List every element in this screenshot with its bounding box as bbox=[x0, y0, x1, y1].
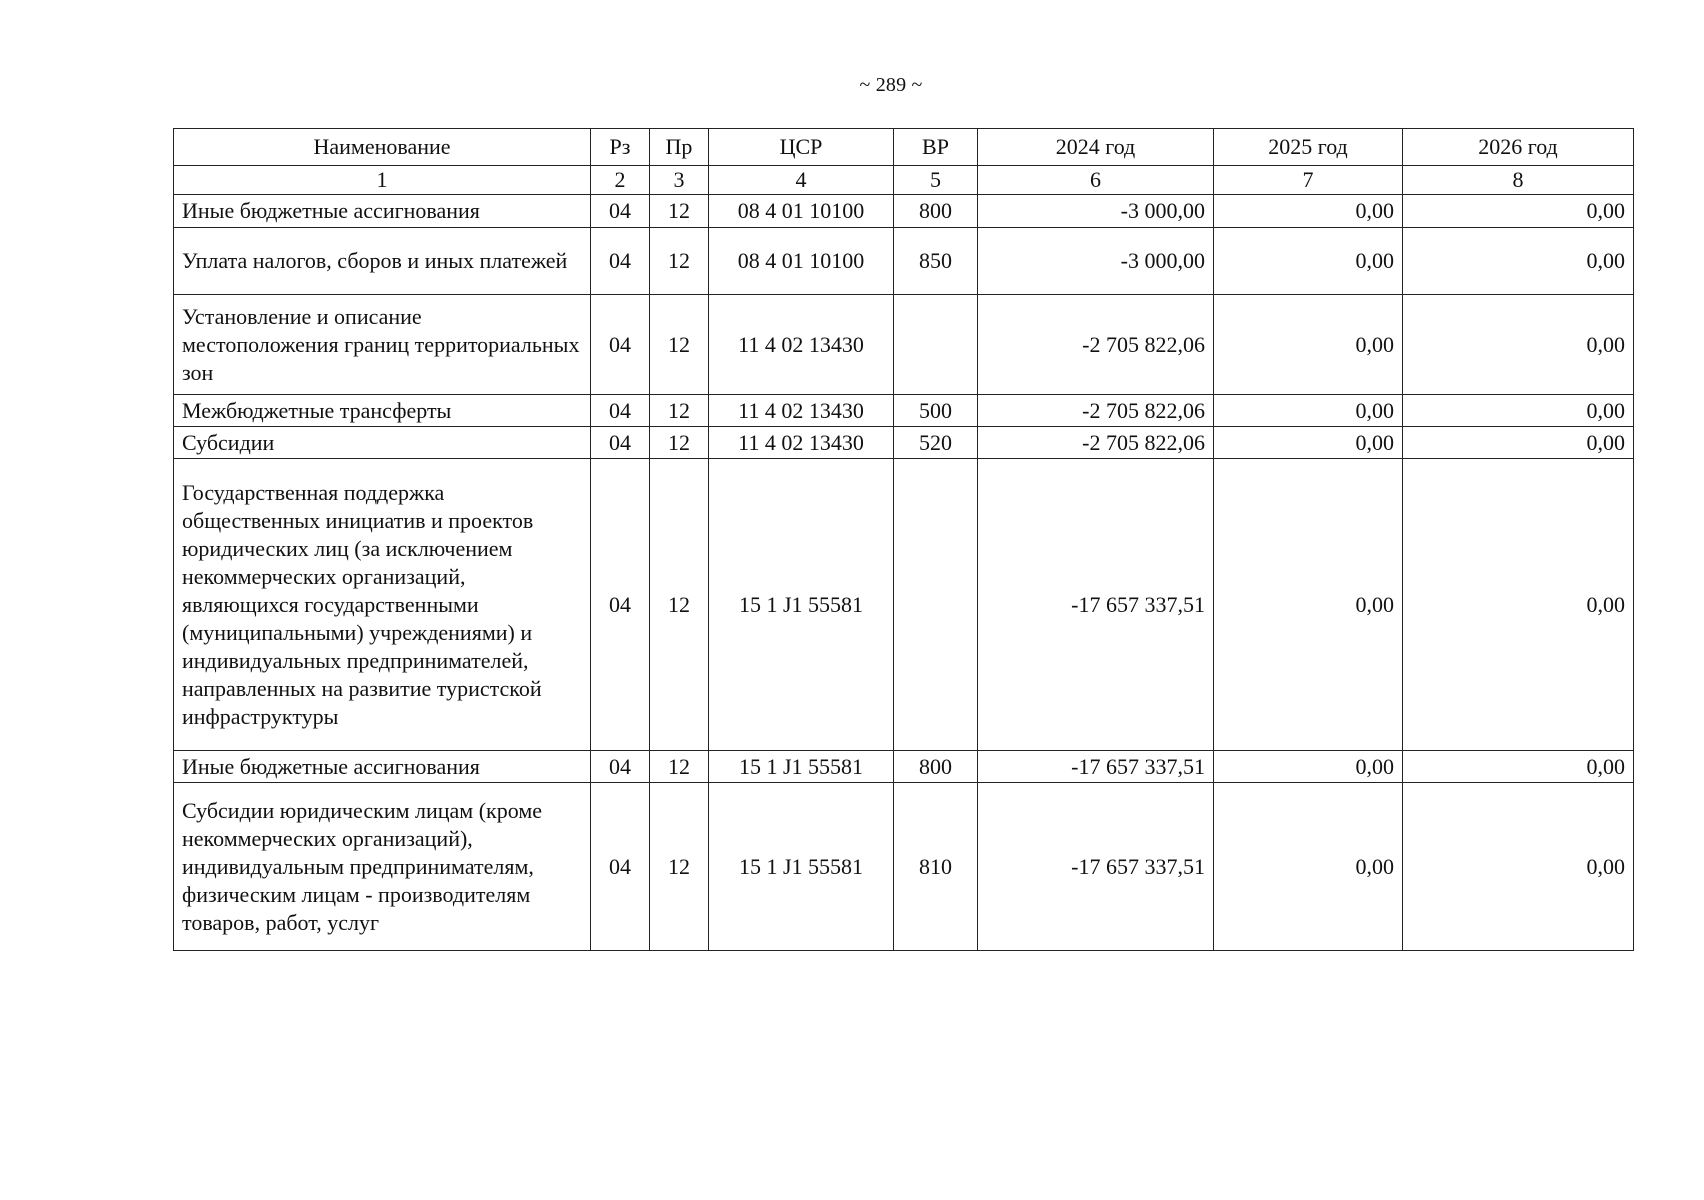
row-amount-2025: 0,00 bbox=[1214, 751, 1403, 783]
header-2024: 2024 год bbox=[978, 129, 1214, 166]
row-amount-2025: 0,00 bbox=[1214, 395, 1403, 427]
row-amount-2024: -3 000,00 bbox=[978, 195, 1214, 228]
row-amount-2024: -3 000,00 bbox=[978, 228, 1214, 295]
column-number: 7 bbox=[1214, 166, 1403, 195]
row-amount-2026: 0,00 bbox=[1403, 459, 1634, 751]
row-rz: 04 bbox=[591, 783, 650, 951]
row-amount-2026: 0,00 bbox=[1403, 295, 1634, 395]
header-row bbox=[174, 129, 1634, 166]
row-name: Установление и описание местоположения границ территориальных зон bbox=[174, 295, 591, 395]
row-amount-2025: 0,00 bbox=[1214, 427, 1403, 459]
table-row bbox=[174, 195, 1634, 228]
row-pr: 12 bbox=[650, 295, 709, 395]
row-rz: 04 bbox=[591, 751, 650, 783]
row-amount-2026: 0,00 bbox=[1403, 395, 1634, 427]
row-amount-2026: 0,00 bbox=[1403, 195, 1634, 228]
row-name: Иные бюджетные ассигнования bbox=[174, 751, 591, 783]
row-pr: 12 bbox=[650, 427, 709, 459]
header-name: Наименование bbox=[174, 129, 591, 166]
row-pr: 12 bbox=[650, 459, 709, 751]
row-vr: 800 bbox=[894, 195, 978, 228]
table-row bbox=[174, 783, 1634, 951]
row-csr: 08 4 01 10100 bbox=[709, 228, 894, 295]
row-amount-2024: -2 705 822,06 bbox=[978, 395, 1214, 427]
table-row bbox=[174, 228, 1634, 295]
header-rz: Рз bbox=[591, 129, 650, 166]
row-csr: 11 4 02 13430 bbox=[709, 395, 894, 427]
row-name: Государственная поддержка общественных инициатив и проектов юридических лиц (за исключением некоммерческих организаций, являющихся государственными (муниципальными) учреждениями) и индивидуальных предпринимателей, направленных на развитие туристской инфраструктуры bbox=[174, 459, 591, 751]
row-vr: 520 bbox=[894, 427, 978, 459]
column-number: 4 bbox=[709, 166, 894, 195]
header-2026: 2026 год bbox=[1403, 129, 1634, 166]
row-amount-2024: -17 657 337,51 bbox=[978, 751, 1214, 783]
row-rz: 04 bbox=[591, 427, 650, 459]
row-amount-2025: 0,00 bbox=[1214, 295, 1403, 395]
column-number: 1 bbox=[174, 166, 591, 195]
row-vr: 800 bbox=[894, 751, 978, 783]
row-rz: 04 bbox=[591, 459, 650, 751]
column-number: 3 bbox=[650, 166, 709, 195]
page-number: ~ 289 ~ bbox=[859, 74, 923, 96]
row-csr: 15 1 J1 55581 bbox=[709, 783, 894, 951]
row-rz: 04 bbox=[591, 228, 650, 295]
row-csr: 15 1 J1 55581 bbox=[709, 751, 894, 783]
row-pr: 12 bbox=[650, 783, 709, 951]
row-name: Субсидии юридическим лицам (кроме некоммерческих организаций), индивидуальным предпринимателям, физическим лицам - производителям товаров, работ, услуг bbox=[174, 783, 591, 951]
row-amount-2026: 0,00 bbox=[1403, 427, 1634, 459]
row-vr bbox=[894, 459, 978, 751]
column-number: 2 bbox=[591, 166, 650, 195]
row-vr: 850 bbox=[894, 228, 978, 295]
row-pr: 12 bbox=[650, 751, 709, 783]
row-name: Межбюджетные трансферты bbox=[174, 395, 591, 427]
table-row bbox=[174, 427, 1634, 459]
header-2025: 2025 год bbox=[1214, 129, 1403, 166]
column-number: 5 bbox=[894, 166, 978, 195]
budget-table bbox=[173, 128, 1634, 951]
row-amount-2026: 0,00 bbox=[1403, 751, 1634, 783]
table-row bbox=[174, 459, 1634, 751]
row-rz: 04 bbox=[591, 395, 650, 427]
row-amount-2025: 0,00 bbox=[1214, 783, 1403, 951]
row-name: Иные бюджетные ассигнования bbox=[174, 195, 591, 228]
row-vr: 810 bbox=[894, 783, 978, 951]
row-amount-2026: 0,00 bbox=[1403, 228, 1634, 295]
column-number: 6 bbox=[978, 166, 1214, 195]
row-amount-2024: -17 657 337,51 bbox=[978, 459, 1214, 751]
row-csr: 08 4 01 10100 bbox=[709, 195, 894, 228]
row-vr bbox=[894, 295, 978, 395]
header-csr: ЦСР bbox=[709, 129, 894, 166]
row-vr: 500 bbox=[894, 395, 978, 427]
row-name: Уплата налогов, сборов и иных платежей bbox=[174, 228, 591, 295]
row-amount-2025: 0,00 bbox=[1214, 195, 1403, 228]
row-amount-2026: 0,00 bbox=[1403, 783, 1634, 951]
row-amount-2024: -17 657 337,51 bbox=[978, 783, 1214, 951]
row-amount-2024: -2 705 822,06 bbox=[978, 295, 1214, 395]
row-rz: 04 bbox=[591, 295, 650, 395]
row-amount-2024: -2 705 822,06 bbox=[978, 427, 1214, 459]
row-rz: 04 bbox=[591, 195, 650, 228]
row-csr: 11 4 02 13430 bbox=[709, 427, 894, 459]
column-number-row bbox=[174, 166, 1634, 195]
table-row bbox=[174, 395, 1634, 427]
header-vr: ВР bbox=[894, 129, 978, 166]
table-row bbox=[174, 295, 1634, 395]
row-csr: 15 1 J1 55581 bbox=[709, 459, 894, 751]
header-pr: Пр bbox=[650, 129, 709, 166]
row-pr: 12 bbox=[650, 195, 709, 228]
row-pr: 12 bbox=[650, 395, 709, 427]
row-amount-2025: 0,00 bbox=[1214, 459, 1403, 751]
table-row bbox=[174, 751, 1634, 783]
row-name: Субсидии bbox=[174, 427, 591, 459]
row-csr: 11 4 02 13430 bbox=[709, 295, 894, 395]
column-number: 8 bbox=[1403, 166, 1634, 195]
row-amount-2025: 0,00 bbox=[1214, 228, 1403, 295]
row-pr: 12 bbox=[650, 228, 709, 295]
